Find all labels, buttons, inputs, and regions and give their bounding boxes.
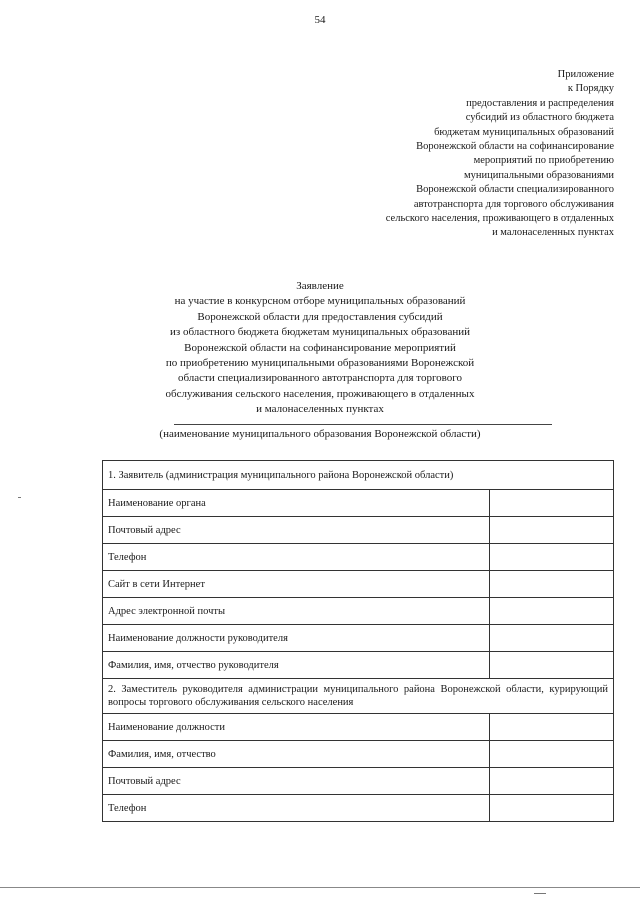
row-label: Сайт в сети Интернет <box>103 571 490 598</box>
row-value-cell[interactable] <box>489 714 613 741</box>
appendix-header <box>314 68 614 241</box>
scan-artifact <box>534 893 546 894</box>
application-title-line: на участие в конкурсном отборе муниципальных образований <box>174 295 466 308</box>
table-row <box>103 625 614 652</box>
appendix-line: бюджетам муниципальных образований <box>434 126 614 138</box>
table-row <box>103 544 614 571</box>
scan-artifact <box>18 497 21 498</box>
row-label: Телефон <box>103 544 490 571</box>
page-number: 54 <box>314 14 326 26</box>
row-value-cell[interactable] <box>489 490 613 517</box>
row-value-cell[interactable] <box>489 741 613 768</box>
page-bottom-rule <box>0 887 640 888</box>
table-row <box>103 598 614 625</box>
row-value-cell[interactable] <box>489 598 613 625</box>
table-row <box>103 768 614 795</box>
table-row <box>103 795 614 822</box>
application-title-line: области специализированного автотранспорта для торгового <box>177 372 463 385</box>
row-value-cell[interactable] <box>489 795 613 822</box>
section-header-row <box>103 679 614 714</box>
table-row <box>103 714 614 741</box>
row-label: Почтовый адрес <box>103 768 490 795</box>
appendix-line: и малонаселенных пунктах <box>492 227 614 239</box>
table-row <box>103 741 614 768</box>
appendix-line: Приложение <box>557 69 614 80</box>
application-title-line: Воронежской области для предоставления субсидий <box>197 310 443 323</box>
row-label: Наименование должности руководителя <box>103 625 490 652</box>
section1-title: 1. Заявитель (администрация муниципального района Воронежской области) <box>103 461 614 490</box>
row-label: Фамилия, имя, отчество руководителя <box>103 652 490 679</box>
row-value-cell[interactable] <box>489 768 613 795</box>
application-title-line: по приобретению муниципальными образованиями Воронежской <box>165 357 475 370</box>
application-title-line: и малонаселенных пунктах <box>256 403 384 416</box>
table-row <box>103 652 614 679</box>
appendix-line: к Порядку <box>567 83 614 95</box>
application-title-line: Воронежской области на софинансирование мероприятий <box>184 341 456 354</box>
appendix-line: мероприятий по приобретению <box>473 155 614 167</box>
application-title: Заявление <box>296 280 344 292</box>
municipality-name-caption: (наименование муниципального образования Воронежской области) <box>159 428 481 440</box>
appendix-line: Воронежской области на софинансирование <box>416 141 614 153</box>
row-label: Почтовый адрес <box>103 517 490 544</box>
application-title-line: обслуживания сельского населения, проживающего в отдаленных <box>165 387 475 400</box>
application-title-line: из областного бюджета бюджетам муниципальных образований <box>170 326 470 339</box>
application-title-block <box>90 279 550 418</box>
row-value-cell[interactable] <box>489 544 613 571</box>
table-row <box>103 490 614 517</box>
row-value-cell[interactable] <box>489 517 613 544</box>
row-label: Наименование органа <box>103 490 490 517</box>
row-label: Адрес электронной почты <box>103 598 490 625</box>
row-label: Наименование должности <box>103 714 490 741</box>
row-value-cell[interactable] <box>489 652 613 679</box>
appendix-line: муниципальными образованиями <box>464 169 614 181</box>
appendix-line: предоставления и распределения <box>466 97 614 109</box>
appendix-line: автотранспорта для торгового обслуживания <box>413 198 614 210</box>
table-row <box>103 571 614 598</box>
section-header-row <box>103 461 614 490</box>
row-label: Телефон <box>103 795 490 822</box>
row-value-cell[interactable] <box>489 625 613 652</box>
municipality-name-line <box>174 424 552 425</box>
application-form-table <box>102 460 614 822</box>
table-row <box>103 517 614 544</box>
section2-title: 2. Заместитель руководителя администрации муниципального района Воронежской области, курирующий вопросы торгового обслуживания сельского населения <box>103 679 614 714</box>
row-value-cell[interactable] <box>489 571 613 598</box>
row-label: Фамилия, имя, отчество <box>103 741 490 768</box>
appendix-line: субсидий из областного бюджета <box>465 112 614 124</box>
appendix-line: сельского населения, проживающего в отдаленных <box>385 213 614 225</box>
appendix-line: Воронежской области специализированного <box>416 184 614 196</box>
